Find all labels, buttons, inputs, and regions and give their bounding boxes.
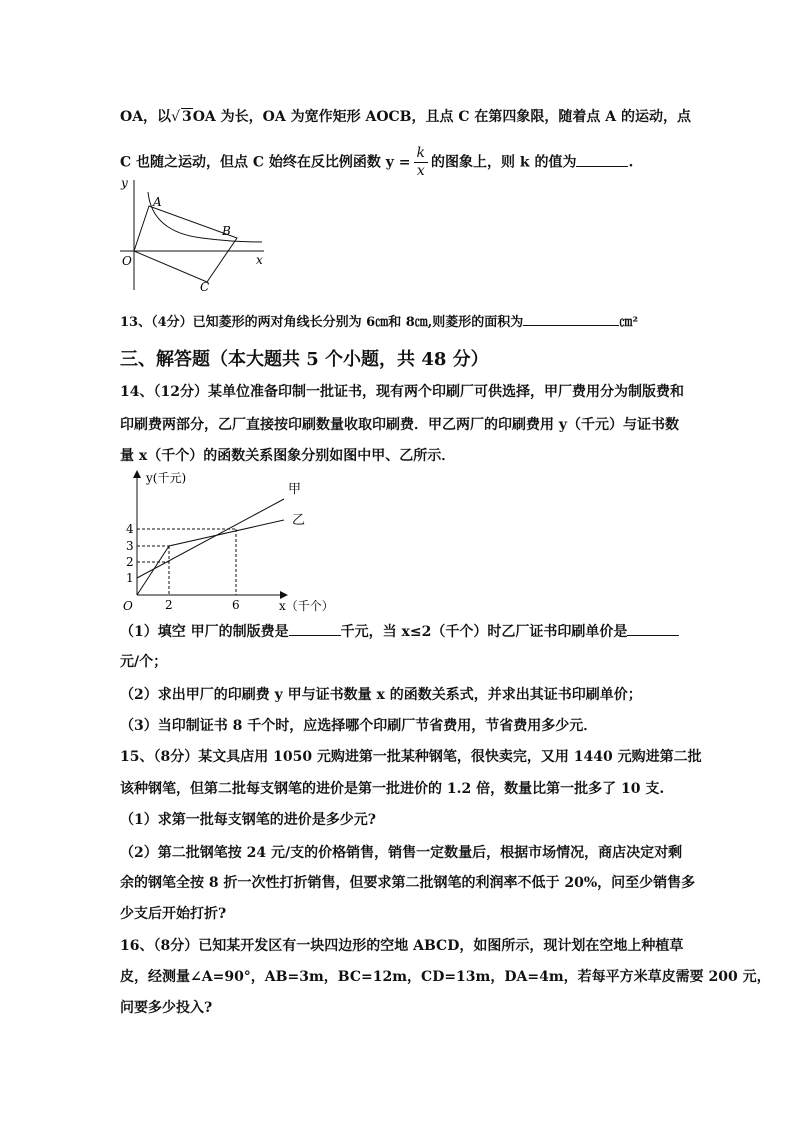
q14-line1: 14、（12分）某单位准备印制一批证书，现有两个印刷厂可供选择，甲厂费用分为制版费和 [120,384,684,400]
q14-part1 [120,621,679,642]
frac-numerator: k [414,145,428,163]
q14-line3: 量 x（千个）的函数关系图象分别如图中甲、乙所示． [120,448,456,464]
rectangle-aocb [134,206,237,282]
cost-graph [112,468,352,618]
q13-text: 13、（4分）已知菱形的两对角线长分别为 6㎝和 8㎝,则菱形的面积为 [120,315,524,330]
fig-label-a: A [153,195,162,209]
q15-line2: 该种钢笔，但第二批每支钢笔的进价是第一批进价的 1.2 倍，数量比第一批多了 10 支. [120,781,665,797]
fig-label-c: C [200,280,210,294]
ytick-1: 1 [126,571,134,585]
q12-line1 [120,107,691,127]
q12-line2-start: C 也随之运动，但点 C 始终在反比例函数 y = [120,154,411,171]
q16-line2: 皮，经测量∠A=90°，AB=3m，BC=12m，CD=13m，DA=4m，若每平方米草皮需要 200 元， [120,969,771,985]
frac-denominator: x [416,163,425,179]
q15-part1: （1）求第一批每支钢笔的进价是多少元? [120,812,376,828]
answer-blank-k[interactable] [576,152,628,167]
fraction-k-over-x [414,145,428,180]
sqrt-symbol: √ [171,109,180,125]
section-heading: 三、解答题（本大题共 5 个小题，共 48 分） [120,349,489,370]
q12-line1-start: OA，以 [120,109,172,125]
q13-unit: ㎝² [619,315,639,330]
fig-label-b: B [222,224,231,238]
answer-blank-area[interactable] [523,311,619,326]
q14-p1-start: （1）填空 甲厂的制版费是 [120,624,289,640]
answer-blank-plate-fee[interactable] [289,621,341,636]
q14-p1-cont: 元/个； [120,654,168,670]
graph-origin: O [123,599,133,613]
fig-label-o: O [122,254,132,268]
q14-p1-mid: 千元，当 x≤2（千个）时乙厂证书印刷单价是 [340,624,628,640]
q14-line2: 印刷费两部分，乙厂直接按印刷数量收取印刷费．甲乙两厂的印刷费用 y（千元）与证书数 [120,417,680,433]
ytick-4: 4 [126,522,134,536]
ytick-3: 3 [126,539,134,553]
answer-blank-unit-price[interactable] [627,621,679,636]
line-yi [137,520,284,595]
q15-part2-line1: （2）第二批钢笔按 24 元/支的价格销售，销售一定数量后，根据市场情况，商店决定对剩 [120,845,683,861]
q13 [120,311,638,333]
ytick-2: 2 [126,555,134,569]
fig-label-x: x [256,253,263,267]
graph-y-label: y(千元) [146,471,187,485]
hyperbola-curve [148,192,262,242]
graph-x-label: x（千个） [279,599,334,613]
sqrt-value: 3 [181,109,192,125]
legend-jia: 甲 [288,482,302,497]
xtick-6: 6 [232,598,240,612]
q16-line1: 16、（8分）已知某开发区有一块四边形的空地 ABCD，如图所示，现计划在空地上种植草 [120,938,684,954]
q14-part3: （3）当印制证书 8 千个时，应选择哪个印刷厂节省费用，节省费用多少元． [120,718,598,734]
xtick-2: 2 [165,598,173,612]
q12-line2-mid: 的图象上，则 k 的值为 [431,154,577,171]
q12-line1-end: OA 为长，OA 为宽作矩形 AOCB，且点 C 在第四象限，随着点 A 的运动，点 [192,109,692,125]
q15-part2-line3: 少支后开始打折? [120,906,227,922]
q15-line1: 15、（8分）某文具店用 1050 元购进第一批某种钢笔，很快卖完，又用 1440 元购进第二批 [120,749,702,765]
q12-line2-period: . [628,154,634,171]
rectangle-hyperbola-figure [112,172,272,297]
q15-part2-line2: 余的钢笔全按 8 折一次性打折销售，但要求第二批钢笔的利润率不低于 20%，问至少销售多 [120,875,696,891]
legend-yi: 乙 [292,513,306,528]
q14-part2: （2）求出甲厂的印刷费 y 甲与证书数量 x 的函数关系式，并求出其证书印刷单价； [120,687,642,703]
line-jia [137,499,284,578]
fig-label-y: y [121,176,128,190]
q16-line3: 问要多少投入? [120,1000,213,1016]
